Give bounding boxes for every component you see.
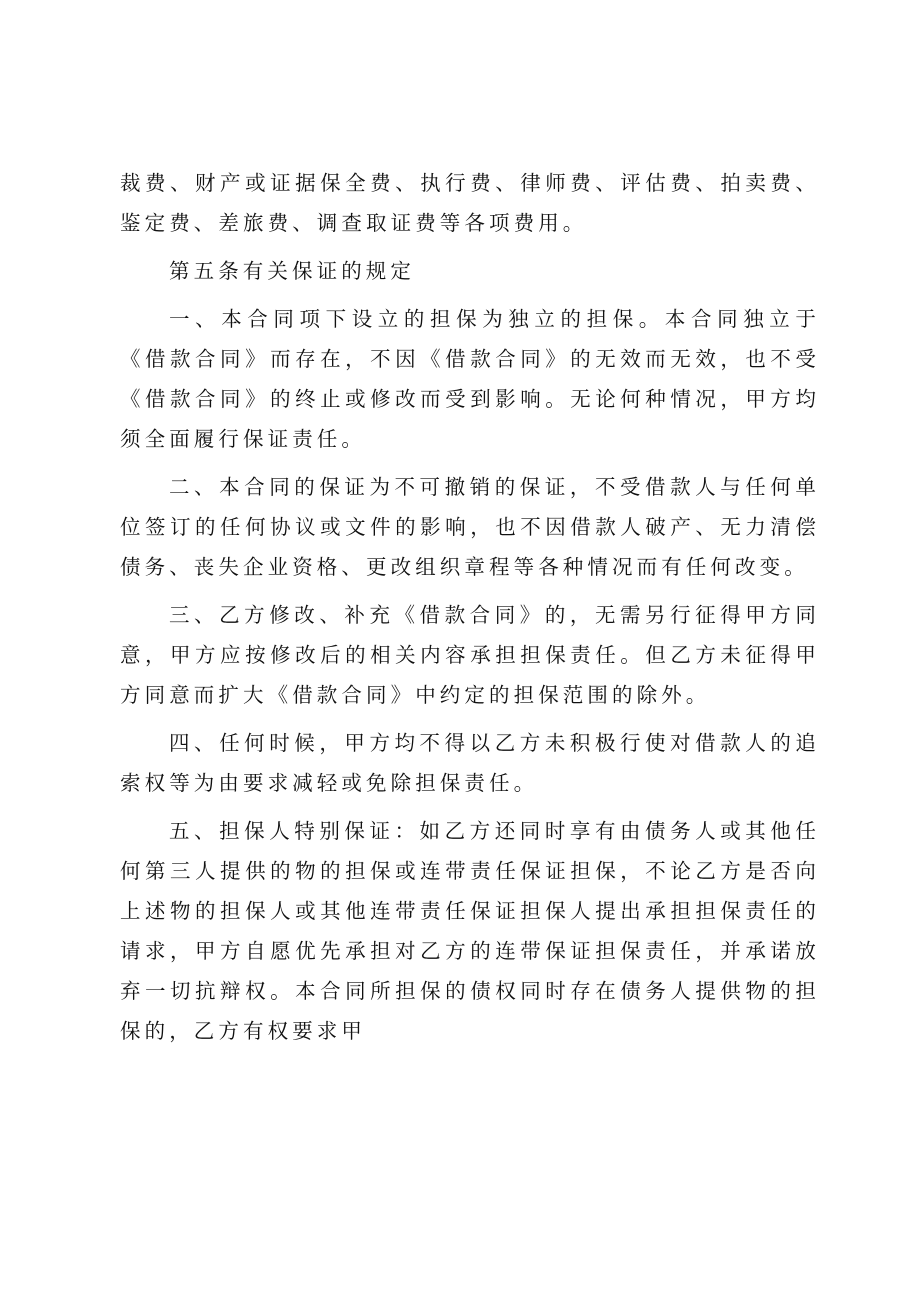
paragraph-clause-3: 三、乙方修改、补充《借款合同》的，无需另行征得甲方同意，甲方应按修改后的相关内容承担担保责任。但乙方未征得甲方同意而扩大《借款合同》中约定的担保范围的除外。 — [120, 603, 820, 707]
document-body — [120, 163, 820, 1051]
paragraph-clause-1: 一、本合同项下设立的担保为独立的担保。本合同独立于《借款合同》而存在，不因《借款合同》的无效而无效，也不受《借款合同》的终止或修改而受到影响。无论何种情况，甲方均须全面履行保证责任。 — [120, 307, 820, 451]
section-heading-article-5: 第五条有关保证的规定 — [169, 259, 415, 283]
paragraph-clause-4: 四、任何时候，甲方均不得以乙方未积极行使对借款人的追索权等为由要求减轻或免除担保责任。 — [120, 731, 820, 795]
paragraph-clause-2: 二、本合同的保证为不可撤销的保证，不受借款人与任何单位签订的任何协议或文件的影响，也不因借款人破产、无力清偿债务、丧失企业资格、更改组织章程等各种情况而有任何改变。 — [120, 475, 820, 579]
paragraph-fees-continued: 裁费、财产或证据保全费、执行费、律师费、评估费、拍卖费、鉴定费、差旅费、调查取证费等各项费用。 — [120, 171, 820, 235]
paragraph-clause-5: 五、担保人特别保证：如乙方还同时享有由债务人或其他任何第三人提供的物的担保或连带责任保证担保，不论乙方是否向上述物的担保人或其他连带责任保证担保人提出承担担保责任的请求，甲方自愿优先承担对乙方的连带保证担保责任，并承诺放弃一切抗辩权。本合同所担保的债权同时存在债务人提供物的担保的，乙方有权要求甲 — [120, 819, 820, 1043]
